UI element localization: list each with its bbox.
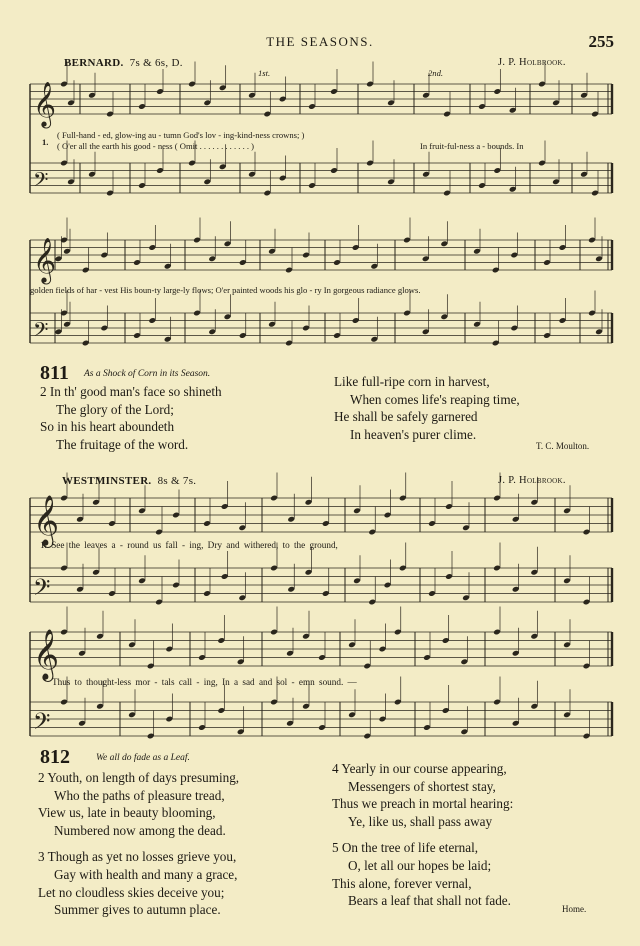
ending-first-label: 1st.: [258, 68, 271, 78]
verse-line: The glory of the Lord;: [56, 401, 174, 417]
verse-line: Like full-ripe corn in harvest,: [334, 374, 490, 389]
page-number: 255: [588, 32, 614, 51]
bass-clef-icon: 𝄢: [33, 318, 49, 346]
verse-line: He shall be safely garnered: [334, 409, 478, 425]
ending-second-label: 2nd.: [428, 68, 444, 78]
verse-line: 3 Though as yet no losses grieve you,: [38, 849, 237, 865]
treble-clef-icon: 𝄞: [33, 629, 60, 680]
bernard-lyric-line1a: ( Full-hand - ed, glow-ing au - tumn God's lov - ing-kind-ness crowns; ): [57, 130, 305, 140]
treble-clef-icon: 𝄞: [33, 82, 57, 127]
verse-line: 2 In th' good man's face so shineth: [40, 384, 222, 399]
verse-line: 4 Yearly in our course appearing,: [332, 761, 507, 776]
verse-line: In heaven's purer clime.: [350, 426, 477, 442]
tune-name-bernard: BERNARD. 7s & 6s, D.: [64, 57, 183, 69]
westminster-lyric-line1: 1. See the leaves a - round us fall - ing, Dry and withered, to the ground,: [40, 540, 338, 550]
verse-line: Numbered now among the dead.: [54, 822, 226, 838]
verse-line: O, let all our hopes be laid;: [348, 857, 492, 873]
verse-line: Bears a leaf that shall not fade.: [348, 893, 511, 909]
hymn-812-author: Home.: [562, 904, 587, 914]
verse-line: Thus we preach in mortal hearing:: [332, 796, 514, 812]
verse-line: Gay with health and many a grace,: [54, 866, 238, 882]
verse-line: When comes life's reaping time,: [350, 391, 520, 407]
verse-line: 2 Youth, on length of days presuming,: [38, 770, 240, 785]
hymn-811-author: T. C. Moulton.: [536, 441, 590, 451]
hymn-811-verse-left: [40, 383, 222, 453]
hymn-811-verse-right: [334, 373, 520, 443]
verse-line: So in his heart aboundeth: [40, 419, 175, 435]
verse-line: Ye, like us, shall pass away: [348, 813, 493, 829]
stanza-gap: [332, 830, 513, 839]
verse-line: 5 On the tree of life eternal,: [332, 840, 479, 856]
hymn-811-caption: As a Shock of Corn in its Season.: [84, 369, 211, 379]
westminster-lyric-line2: Thus to thought-less mor - tals call - ing, In a sad and sol - emn sound. —: [52, 677, 357, 687]
bernard-lyric-line1c: In fruit-ful-ness a - bounds. In: [420, 141, 524, 151]
bass-clef-icon: 𝄢: [33, 168, 49, 196]
hymn-number-811: 811: [40, 362, 69, 384]
bass-clef-icon: 𝄢: [33, 575, 51, 606]
verse-number: 1.: [42, 137, 49, 147]
treble-clef-icon: 𝄞: [33, 495, 60, 546]
verse-line: The fruitage of the word.: [56, 436, 189, 452]
treble-clef-icon: 𝄞: [33, 238, 57, 283]
verse-line: Summer gives to autumn place.: [54, 902, 221, 918]
verse-line: Messengers of shortest stay,: [348, 778, 496, 794]
composer-westminster: J. P. Holbrook.: [498, 475, 566, 486]
hymn-number-812: 812: [40, 746, 70, 768]
stanza-gap: [38, 839, 239, 848]
hymn-812-verse-left: [38, 769, 239, 919]
composer-bernard: J. P. Holbrook.: [498, 57, 566, 68]
bernard-lyric-line2: golden fields of har - vest His boun-ty large-ly flows; O'er painted woods his glo - ry In gorgeous radiance glows.: [30, 285, 421, 295]
hymn-812-caption: We all do fade as a Leaf.: [96, 753, 190, 763]
bernard-lyric-line1b: ( O'er all the earth his good - ness ( Omit . . . . . . . . . . . . ): [57, 141, 255, 151]
bass-clef-icon: 𝄢: [33, 709, 51, 740]
hymn-812-verse-right: [332, 760, 513, 910]
verse-line: View us, late in beauty blooming,: [38, 805, 216, 821]
running-title: THE SEASONS.: [266, 34, 374, 49]
verse-line: Let no cloudless skies deceive you;: [38, 884, 225, 900]
verse-line: This alone, forever vernal,: [332, 875, 472, 891]
tune-name-westminster: WESTMINSTER. 8s & 7s.: [62, 475, 197, 487]
verse-line: Who the paths of pleasure tread,: [54, 787, 225, 803]
